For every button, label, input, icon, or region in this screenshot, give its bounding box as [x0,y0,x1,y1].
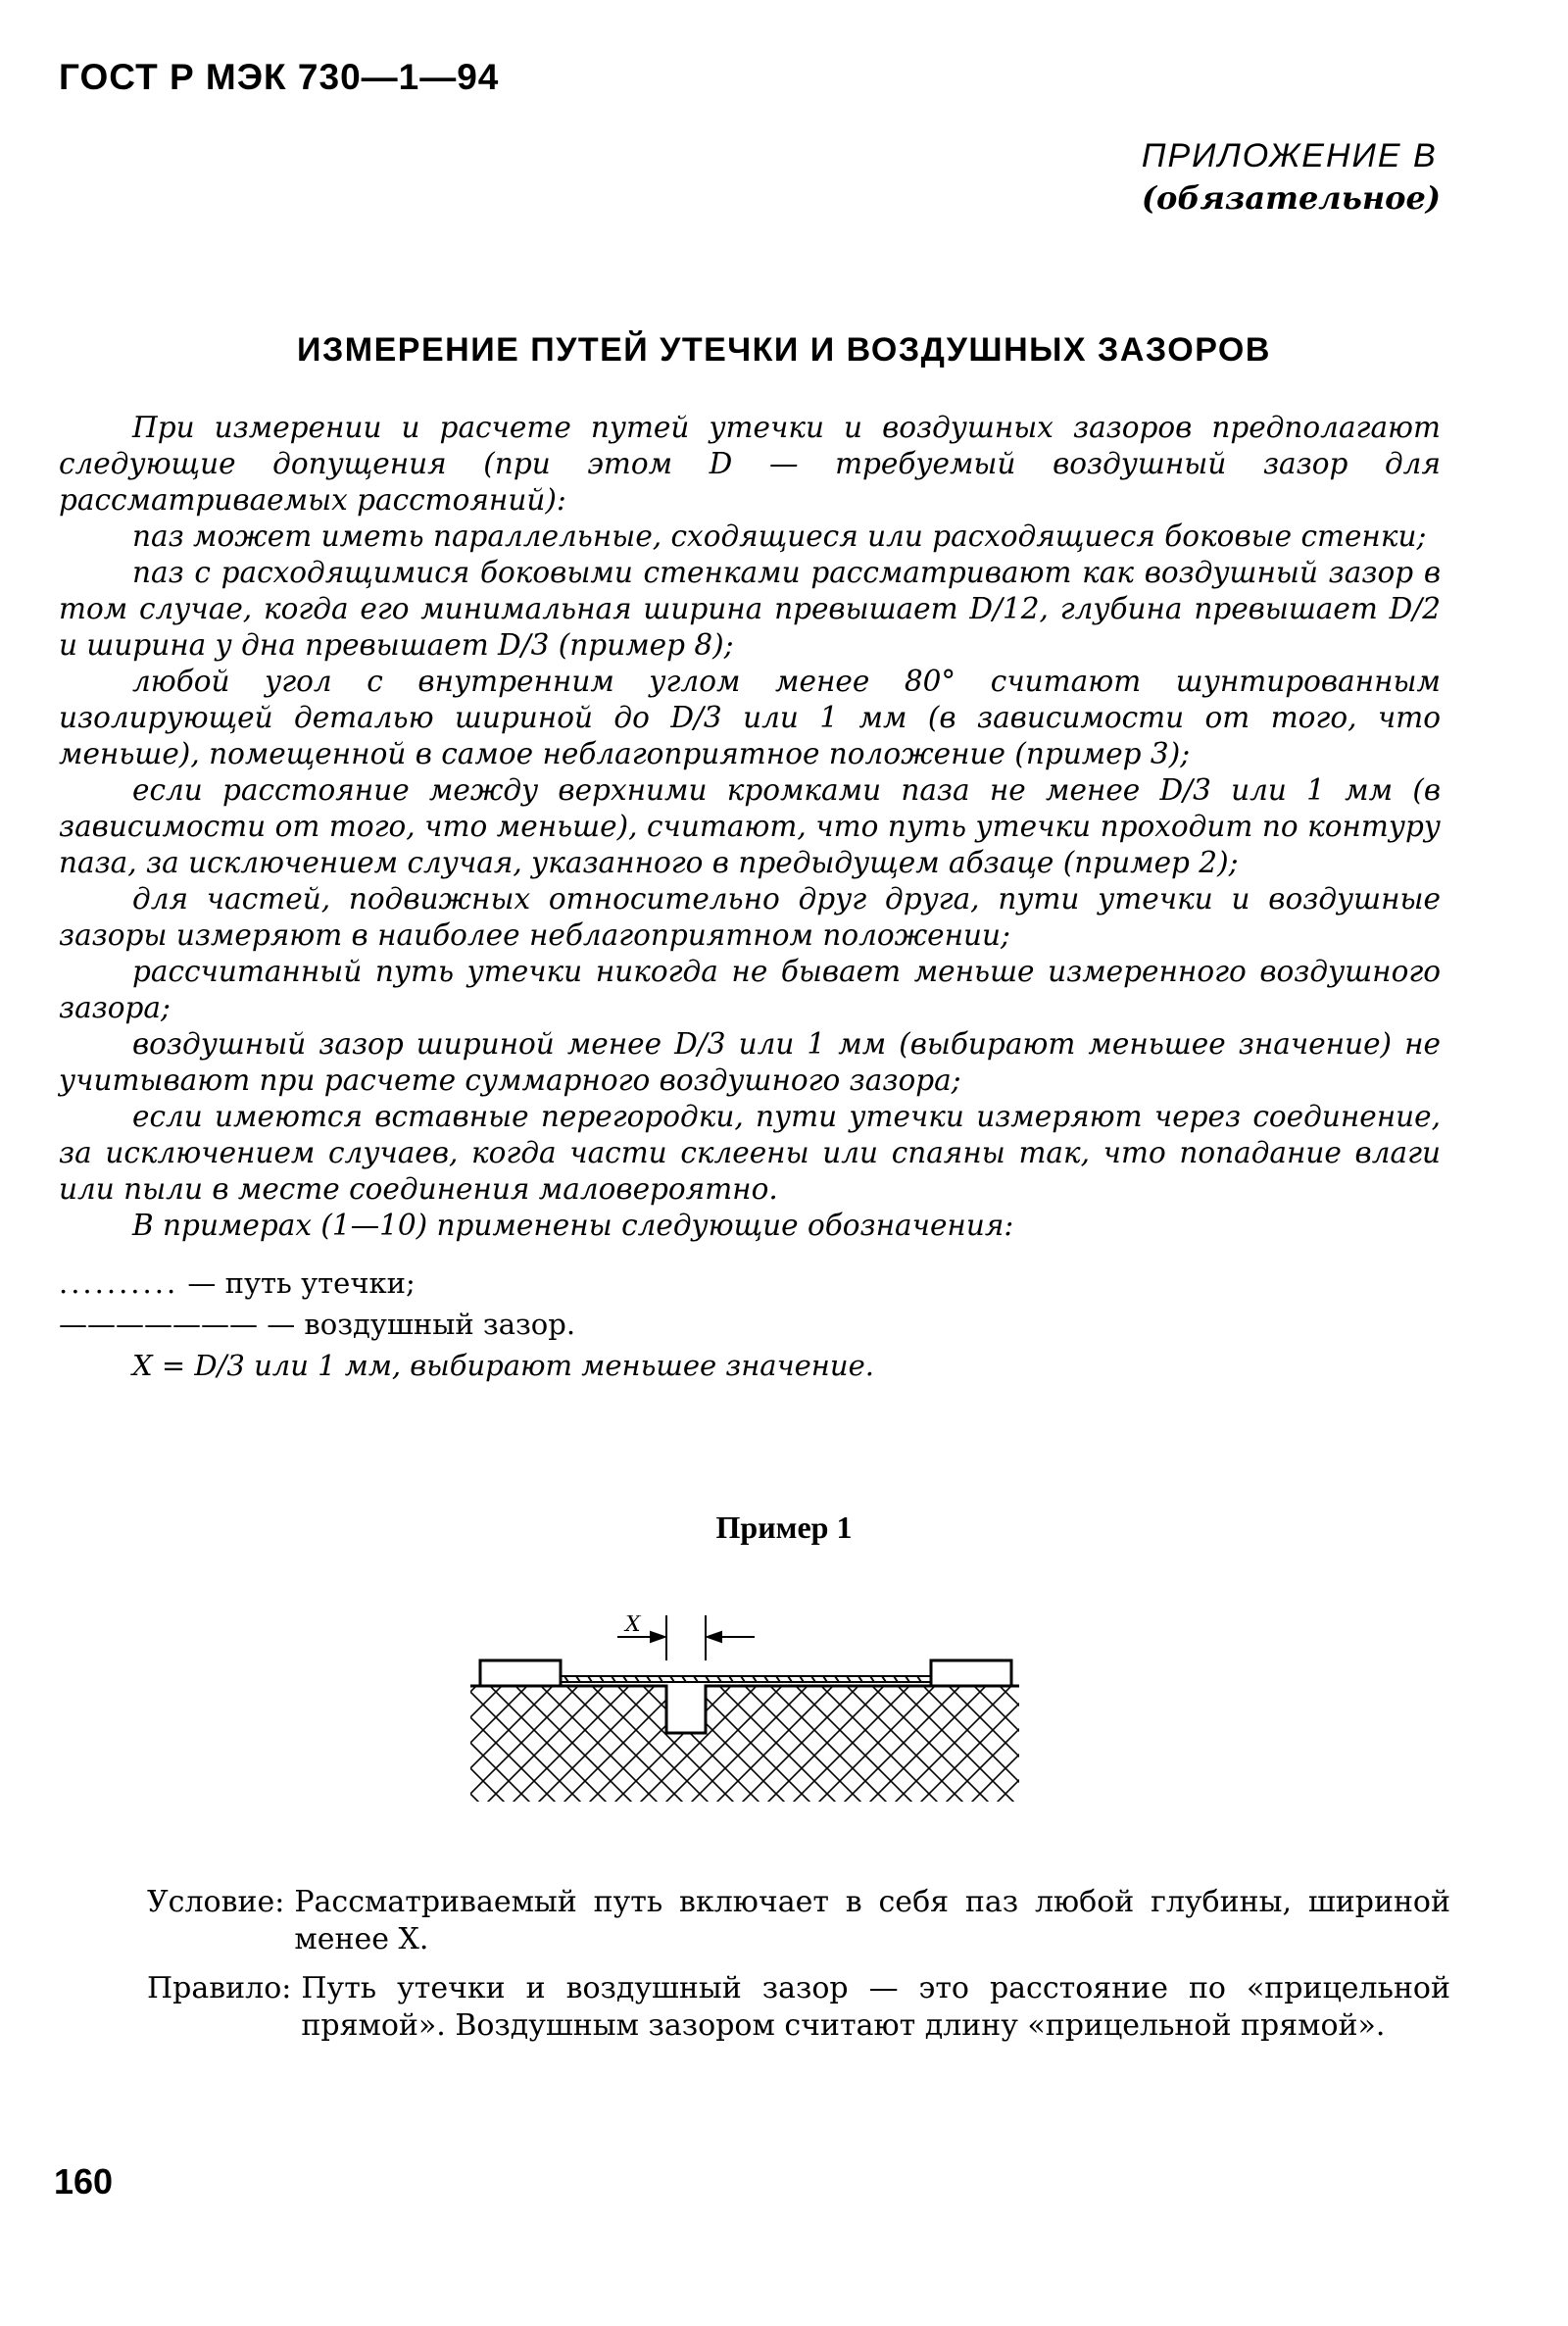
document-header: ГОСТ Р МЭК 730—1—94 [59,57,500,97]
paragraph: паз с расходящимися боковыми стенками рассматривают как воздушный зазор в том случае, когда его минимальная ширина превышает D/12, глубина превышает D/2 и ширина у дна превышает D/3 (пример 8); [59,556,1441,662]
condition [147,1884,1450,1958]
paragraph: для частей, подвижных относительно друг друга, пути утечки и воздушные зазоры измеряют в наиболее неблагоприятном положении; [59,882,1441,952]
leakage-path [561,1676,931,1682]
dotted-line-symbol: .......... [59,1266,179,1300]
paragraph: воздушный зазор шириной менее D/3 или 1 мм (выбирают меньшее значение) не учитывают при расчете суммарного воздушного зазора; [59,1027,1441,1097]
legend-air-gap-text: — воздушный зазор. [267,1308,576,1341]
legend-leakage-path [59,1262,874,1304]
body-text [59,410,1441,1244]
paragraph: любой угол с внутренним углом менее 80° считают шунтированным изолирующей деталью шириной до D/3 или 1 мм (в зависимости от того, что меньше), помещенной в самое неблагоприятное положение (пример 3); [59,665,1441,770]
right-conductor [931,1660,1011,1686]
appendix-label-block [1142,137,1441,217]
legend [59,1262,874,1386]
x-definition: X = D/3 или 1 мм, выбирают меньшее значение. [132,1349,874,1382]
paragraph: если расстояние между верхними кромками паза не менее D/3 или 1 мм (в зависимости от того, что меньше), считают, что путь утечки проходит по контуру паза, за исключением случая, указанного в предыдущем абзаце (пример 2); [59,773,1441,879]
rule-label: Правило: [147,1971,292,2005]
appendix-label: ПРИЛОЖЕНИЕ В [1141,137,1438,174]
example-title: Пример 1 [715,1509,853,1545]
base-material [470,1686,1019,1802]
paragraph: если имеются вставные перегородки, пути утечки измеряют через соединение, за исключением случаев, когда части склеены или спаяны так, что попадание влаги или пыли в месте соединения маловероятно. [59,1100,1441,1206]
condition-text: Рассматриваемый путь включает в себя паз любой глубины, шириной менее X. [294,1885,1450,1956]
paragraph: При измерении и расчете путей утечки и воздушных зазоров предполагают следующие допущения (при этом D — требуемый воздушный зазор для рассматриваемых расстояний): [59,411,1441,517]
appendix-status: (обязательное) [1141,179,1441,217]
legend-air-gap [59,1304,874,1345]
legend-leakage-text: — путь утечки; [187,1266,416,1300]
page-number: 160 [54,2161,114,2202]
paragraph: паз может иметь параллельные, сходящиеся или расходящиеся боковые стенки; [132,520,1427,553]
section-title: ИЗМЕРЕНИЕ ПУТЕЙ УТЕЧКИ И ВОЗДУШНЫХ ЗАЗОРОВ [297,331,1271,369]
solid-line-symbol: ——————— [59,1308,258,1341]
rule [147,1970,1450,2045]
rule-text: Путь утечки и воздушный зазор — это расстояние по «прицельной прямой». Воздушным зазором считают длину «прицельной прямой». [301,1971,1450,2043]
groove-diagram-svg [470,1615,1019,1851]
x-label: X [625,1615,641,1637]
example-1-diagram [470,1615,1019,1855]
paragraph: В примерах (1—10) применены следующие обозначения: [132,1209,1014,1242]
example-notes [147,1884,1450,2056]
left-conductor [480,1660,561,1686]
condition-label: Условие: [147,1885,285,1919]
paragraph: рассчитанный путь утечки никогда не бывает меньше измеренного воздушного зазора; [59,955,1441,1024]
